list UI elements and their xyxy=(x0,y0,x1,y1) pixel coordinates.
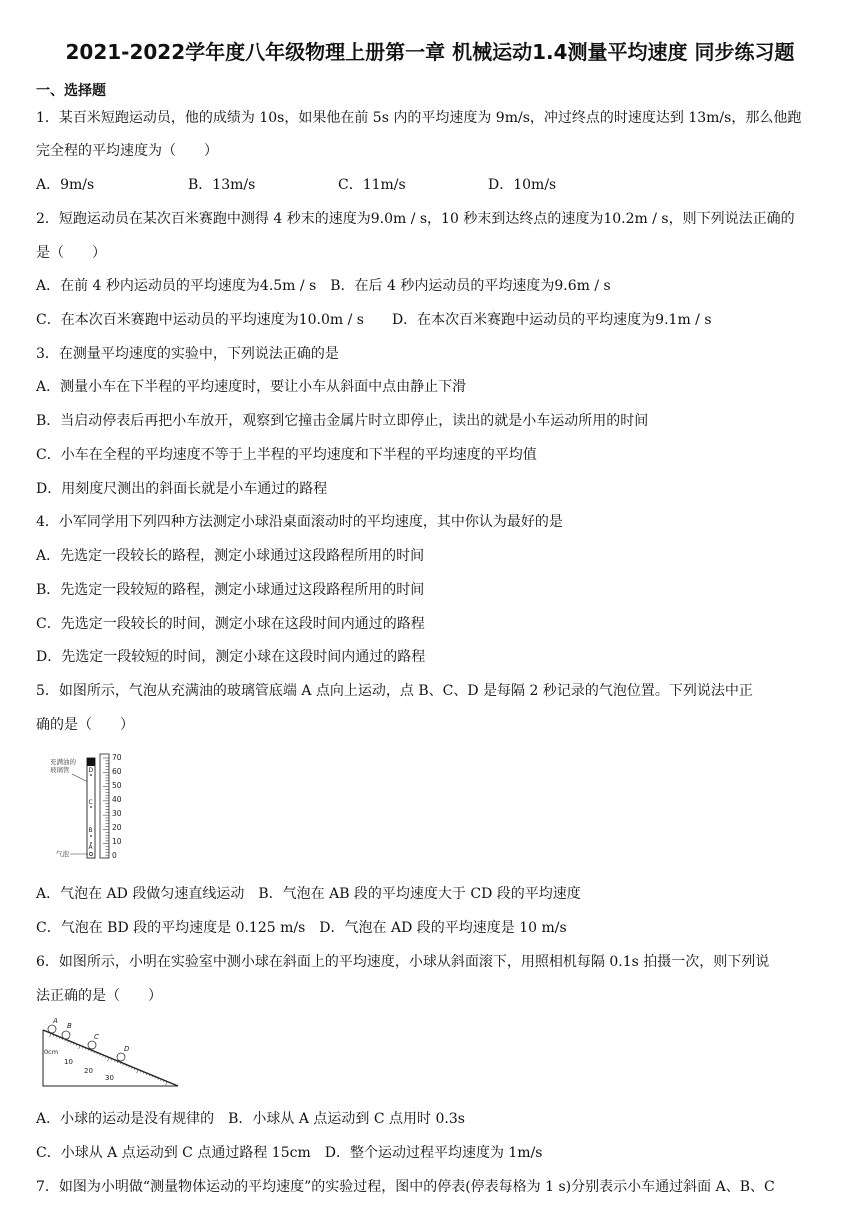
incline-label-20: 20 xyxy=(84,1067,93,1075)
ball-c-icon xyxy=(88,1041,96,1049)
point-label-b: B xyxy=(88,827,93,834)
tube-label-line-2: 玻璃管 xyxy=(50,766,70,774)
ball-label-a: A xyxy=(53,1018,58,1025)
q6-options-ab[interactable]: A．小球的运动是没有规律的 B．小球从 A 点运动到 C 点用时 0.3s xyxy=(36,1111,465,1127)
incline-label-10: 10 xyxy=(64,1058,73,1066)
q1-option-b[interactable]: B．13m/s xyxy=(188,177,256,193)
bubble-label: 气泡 xyxy=(56,850,69,858)
point-label-a: A xyxy=(88,844,93,851)
section-heading: 一、选择题 xyxy=(36,83,106,99)
ruler-label-70: 70 xyxy=(112,753,122,762)
incline-label-0cm: 0cm xyxy=(44,1048,59,1056)
question-5-line-1: 5．如图所示，气泡从充满油的玻璃管底端 A 点向上运动，点 B、C、D 是每隔 2 秒记录的气泡位置。下列说法中正 xyxy=(36,683,753,699)
q5-options-cd[interactable]: C．气泡在 BD 段的平均速度是 0.125 m/s D．气泡在 AD 段的平均速度是 10 m/s xyxy=(36,920,567,936)
ball-label-d: D xyxy=(124,1045,130,1053)
page-title: 2021-2022学年度八年级物理上册第一章 机械运动1.4测量平均速度 同步练习题 xyxy=(65,40,795,64)
question-6-line-2: 法正确的是（ ） xyxy=(36,988,162,1004)
point-d-dot xyxy=(90,774,92,776)
ruler-label-20: 20 xyxy=(112,823,122,832)
q3-option-c[interactable]: C．小车在全程的平均速度不等于上半程的平均速度和下半程的平均速度的平均值 xyxy=(36,447,537,463)
q1-option-c[interactable]: C．11m/s xyxy=(338,177,406,193)
question-7-line-1: 7．如图为小明做“测量物体运动的平均速度”的实验过程，图中的停表(停表每格为 1 s)分别表示小车通过斜面 A、B、C xyxy=(36,1179,775,1195)
question-2-line-2: 是（ ） xyxy=(36,245,106,261)
point-label-c: C xyxy=(88,799,93,806)
incline-label-30: 30 xyxy=(105,1074,114,1082)
q1-option-d[interactable]: D．10m/s xyxy=(488,177,557,193)
question-1-line-1: 1．某百米短跑运动员，他的成绩为 10s，如果他在前 5s 内的平均速度为 9m/s，冲过终点的时速度达到 13m/s，那么他跑 xyxy=(36,110,802,126)
ruler-label-60: 60 xyxy=(112,767,122,776)
point-b-dot xyxy=(90,835,92,837)
question-6-line-1: 6．如图所示，小明在实验室中测小球在斜面上的平均速度，小球从斜面滚下，用照相机每隔 0.1s 拍摄一次，则下列说 xyxy=(36,954,770,970)
question-5-line-2: 确的是（ ） xyxy=(36,717,134,733)
q1-option-a[interactable]: A．9m/s xyxy=(36,177,95,193)
ruler-label-40: 40 xyxy=(112,795,122,804)
question-1-options xyxy=(36,174,816,194)
q4-option-b[interactable]: B．先选定一段较短的路程，测定小球通过这段路程所用的时间 xyxy=(36,582,425,598)
incline-figure xyxy=(38,1018,188,1090)
bubble-tube-figure xyxy=(50,748,150,866)
q5-options-ab[interactable]: A．气泡在 AD 段做匀速直线运动 B．气泡在 AB 段的平均速度大于 CD 段的平均速度 xyxy=(36,886,581,902)
q3-option-b[interactable]: B．当启动停表后再把小车放开，观察到它撞击金属片时立即停止，读出的就是小车运动所用的时间 xyxy=(36,413,649,429)
tube-label-line-1: 充满油的 xyxy=(50,758,76,766)
question-3-stem: 3．在测量平均速度的实验中，下列说法正确的是 xyxy=(36,346,339,362)
q4-option-a[interactable]: A．先选定一段较长的路程，测定小球通过这段路程所用的时间 xyxy=(36,548,425,564)
ball-d-icon xyxy=(117,1053,125,1061)
q4-option-d[interactable]: D．先选定一段较短的时间，测定小球在这段时间内通过的路程 xyxy=(36,649,426,665)
ruler-label-50: 50 xyxy=(112,781,122,790)
ball-b-icon xyxy=(62,1031,70,1039)
tube-pointer xyxy=(72,774,88,782)
ball-label-c: C xyxy=(94,1033,99,1041)
point-c-dot xyxy=(90,806,92,808)
point-label-d: D xyxy=(88,767,94,774)
q3-option-a[interactable]: A．测量小车在下半程的平均速度时，要让小车从斜面中点由静止下滑 xyxy=(36,379,467,395)
q3-option-d[interactable]: D．用刻度尺测出的斜面长就是小车通过的路程 xyxy=(36,481,328,497)
q2-options-ab[interactable]: A．在前 4 秒内运动员的平均速度为4.5m / s B．在后 4 秒内运动员的平均速度为9.6m / s xyxy=(36,278,611,294)
ruler-label-10: 10 xyxy=(112,837,122,846)
tube-cap xyxy=(87,758,95,766)
question-2-line-1: 2．短跑运动员在某次百米赛跑中测得 4 秒末的速度为9.0m / s，10 秒末到达终点的速度为10.2m / s，则下列说法正确的 xyxy=(36,211,795,227)
ball-label-b: B xyxy=(67,1022,72,1030)
q4-option-c[interactable]: C．先选定一段较长的时间，测定小球在这段时间内通过的路程 xyxy=(36,616,425,632)
ruler-labels xyxy=(112,753,122,860)
ball-a-icon xyxy=(48,1025,56,1033)
incline-tick xyxy=(108,1057,110,1061)
incline-tick xyxy=(50,1033,52,1037)
ruler-label-0: 0 xyxy=(112,851,117,860)
incline-tick xyxy=(79,1045,81,1049)
incline-tick xyxy=(137,1069,139,1073)
q2-options-cd[interactable]: C．在本次百米赛跑中运动员的平均速度为10.0m / s D．在本次百米赛跑中运动员的平均速度为9.1m / s xyxy=(36,312,712,328)
ruler-label-30: 30 xyxy=(112,809,122,818)
q6-options-cd[interactable]: C．小球从 A 点运动到 C 点通过路程 15cm D．整个运动过程平均速度为 1m/s xyxy=(36,1145,543,1161)
incline-tick xyxy=(166,1082,168,1086)
question-4-stem: 4．小军同学用下列四种方法测定小球沿桌面滚动时的平均速度，其中你认为最好的是 xyxy=(36,514,563,530)
question-1-line-2: 完全程的平均速度为（ ） xyxy=(36,143,218,159)
